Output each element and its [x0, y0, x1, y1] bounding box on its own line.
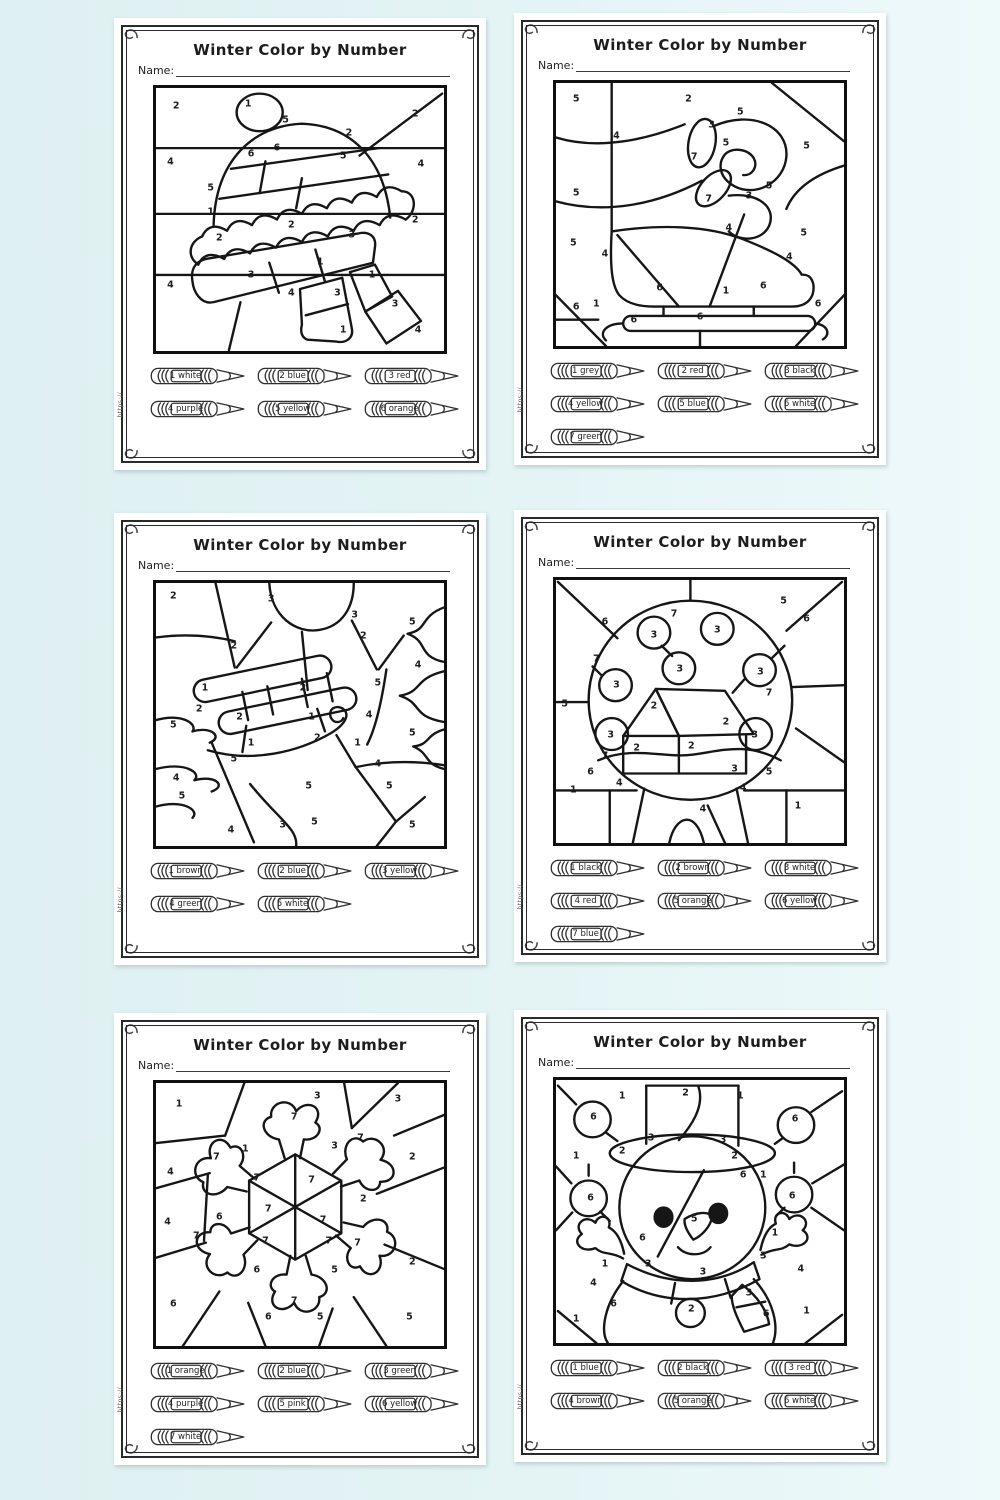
crayon-4-green — [148, 891, 251, 917]
crayon-4-brown — [548, 1388, 651, 1414]
region-number: 6 — [273, 142, 281, 154]
region-number: 4 — [167, 155, 174, 167]
region-number: 3 — [713, 624, 721, 636]
region-number: 1 — [722, 285, 730, 297]
crayon-legend — [148, 858, 456, 917]
crayon-label: 4 purple — [167, 1399, 204, 1409]
region-number: 4 — [785, 250, 793, 262]
crayon-1-black — [548, 855, 651, 881]
crayon-5-yellow — [255, 396, 358, 422]
crayon-label: 3 black — [784, 366, 815, 376]
region-number: 1 — [803, 1305, 810, 1317]
crayon-4-yellow — [548, 391, 651, 417]
crayon-2-blue — [255, 363, 358, 389]
page-title: Winter Color by Number — [593, 1033, 807, 1051]
region-number: 7 — [325, 1235, 333, 1247]
region-number: 7 — [262, 1235, 269, 1247]
region-number: 7 — [308, 1174, 315, 1186]
region-number: 3 — [699, 1266, 707, 1278]
region-number: 7 — [354, 1237, 361, 1249]
region-number: 3 — [719, 1134, 727, 1146]
region-number: 5 — [737, 106, 744, 118]
crayon-label: 5 blue — [679, 399, 706, 409]
region-number: 5 — [409, 616, 416, 628]
region-number: 5 — [311, 816, 318, 828]
crayon-label: 1 black — [570, 863, 601, 873]
region-number: 1 — [601, 1258, 609, 1270]
region-number: 3 — [731, 763, 738, 775]
region-number: 6 — [739, 1168, 747, 1180]
region-number: 7 — [765, 687, 773, 699]
name-label: Name: — [538, 59, 575, 72]
crayon-1-blue — [548, 1355, 651, 1381]
region-number: 6 — [601, 616, 609, 628]
crayon-legend — [148, 363, 456, 422]
region-number: 1 — [569, 784, 577, 796]
coloring-picture-snow-globe[interactable] — [553, 577, 847, 846]
name-label: Name: — [138, 559, 175, 572]
region-number: 6 — [572, 300, 580, 312]
region-number: 3 — [676, 663, 684, 675]
region-number: 4 — [797, 1263, 805, 1275]
region-number: 6 — [265, 1311, 272, 1323]
crayon-label: 7 blue — [572, 929, 599, 939]
region-number: 4 — [601, 248, 609, 260]
region-number: 6 — [587, 766, 594, 778]
region-number: 2 — [409, 1150, 416, 1162]
region-number: 7 — [357, 1132, 364, 1144]
crayon-2-black — [655, 1355, 758, 1381]
crayon-3-black — [762, 358, 865, 384]
region-number: 5 — [409, 819, 416, 831]
crayon-label: 1 orange — [166, 1366, 205, 1376]
coloring-picture-hat-scarf[interactable] — [153, 85, 447, 354]
name-input-line[interactable] — [176, 559, 450, 572]
name-input-line[interactable] — [176, 1059, 450, 1072]
crayon-6-white — [762, 1388, 865, 1414]
region-number: 5 — [722, 137, 730, 149]
region-number: 3 — [745, 1287, 753, 1299]
side-watermark: https:// — [117, 392, 124, 418]
crayon-1-white — [148, 363, 251, 389]
region-number: 5 — [282, 113, 289, 125]
region-number: 6 — [788, 1189, 796, 1201]
region-number: 5 — [374, 677, 382, 689]
region-number: 3 — [391, 297, 399, 309]
region-number: 3 — [708, 119, 715, 131]
region-number: 2 — [230, 640, 238, 652]
region-number: 1 — [175, 1098, 183, 1110]
region-number: 7 — [593, 653, 600, 665]
region-number: 4 — [590, 1276, 597, 1288]
region-number: 7 — [193, 1229, 200, 1241]
page-title: Winter Color by Number — [193, 1036, 407, 1054]
crayon-label: 2 blue — [279, 371, 306, 381]
region-number: 5 — [780, 595, 787, 607]
crayon-7-green — [548, 424, 651, 450]
region-number: 3 — [331, 1140, 338, 1152]
crayon-2-blue — [255, 1358, 358, 1384]
region-number: 6 — [587, 1192, 594, 1204]
region-number: 1 — [368, 268, 376, 280]
region-number: 4 — [288, 287, 295, 299]
crayon-5-blue — [655, 391, 758, 417]
crayon-label: 5 pink — [279, 1399, 306, 1409]
crayon-label: 2 black — [677, 1363, 708, 1373]
name-input-line[interactable] — [576, 1056, 850, 1069]
crayon-5-pink — [255, 1391, 358, 1417]
region-number: 1 — [244, 98, 252, 110]
region-number: 7 — [290, 1295, 298, 1307]
worksheet-page-snowman — [514, 1010, 886, 1462]
region-number: 7 — [290, 1111, 298, 1123]
region-number: 2 — [360, 629, 367, 641]
crayon-label: 1 white — [169, 371, 202, 381]
region-number: 6 — [696, 311, 704, 323]
region-number: 1 — [316, 255, 324, 267]
region-number: 3 — [313, 1090, 321, 1102]
crayon-label: 6 yellow — [781, 896, 818, 906]
region-number: 6 — [610, 1297, 617, 1309]
region-number: 1 — [354, 737, 361, 749]
crayon-label: 4 purple — [167, 404, 204, 414]
crayon-label: 2 red — [681, 366, 704, 376]
crayon-label: 3 red — [788, 1363, 811, 1373]
coloring-picture-snowflake[interactable] — [153, 1080, 447, 1349]
region-number: 7 — [265, 1203, 272, 1215]
crayon-2-blue — [255, 858, 358, 884]
crayon-label: 6 white — [783, 399, 816, 409]
region-number: 1 — [771, 1226, 779, 1238]
region-number: 1 — [339, 324, 347, 336]
page-title: Winter Color by Number — [193, 536, 407, 554]
region-number: 2 — [682, 1087, 689, 1099]
region-number: 3 — [644, 1258, 652, 1270]
region-number: 6 — [630, 313, 638, 325]
region-number: 2 — [360, 1192, 367, 1204]
region-number: 1 — [572, 1150, 580, 1162]
region-number: 3 — [745, 190, 753, 202]
region-number: 1 — [207, 205, 215, 217]
worksheet-page-snowflake — [114, 1013, 486, 1465]
region-number: 5 — [385, 779, 393, 791]
crayon-6-yellow — [362, 1391, 465, 1417]
region-number: 7 — [319, 1214, 327, 1225]
region-number: 6 — [814, 298, 822, 310]
crayon-label: 2 blue — [279, 1366, 306, 1376]
region-number: 6 — [216, 1211, 223, 1223]
crayon-label: 7 green — [569, 432, 602, 442]
region-number: 2 — [411, 213, 419, 225]
region-number: 1 — [618, 1090, 626, 1102]
region-number: 2 — [722, 716, 730, 728]
crayon-7-blue — [548, 921, 651, 947]
region-number: 1 — [760, 1168, 767, 1180]
crayon-3-yellow — [362, 858, 465, 884]
region-number: 2 — [685, 93, 692, 105]
crayon-3-white — [762, 855, 865, 881]
region-number: 2 — [195, 703, 203, 715]
region-number: 1 — [241, 1143, 249, 1154]
crayon-label: 6 orange — [380, 404, 419, 414]
crayon-label: 1 brown — [168, 866, 203, 876]
region-number: 3 — [760, 1250, 767, 1262]
region-number: 1 — [572, 1313, 580, 1325]
region-number: 6 — [760, 279, 767, 291]
region-number: 5 — [305, 779, 312, 791]
crayon-label: 5 orange — [673, 896, 712, 906]
crayon-5-white — [255, 891, 358, 917]
crayon-label: 7 white — [169, 1432, 202, 1442]
region-number: 2 — [288, 219, 295, 230]
crayon-4-purple — [148, 1391, 251, 1417]
crayon-label: 4 yellow — [567, 399, 604, 409]
region-number: 4 — [164, 1216, 171, 1228]
region-number: 4 — [414, 658, 422, 670]
region-number: 1 — [593, 298, 600, 310]
region-number: 4 — [227, 824, 235, 836]
region-number: 3 — [650, 629, 658, 641]
region-number: 5 — [169, 719, 177, 731]
region-number: 2 — [731, 1150, 738, 1162]
coloring-picture-ice-skate[interactable] — [553, 80, 847, 349]
crayon-label: 6 white — [783, 1396, 816, 1406]
page-title: Winter Color by Number — [593, 36, 807, 54]
region-number: 7 — [705, 192, 712, 204]
crayon-2-brown — [655, 855, 758, 881]
page-title: Winter Color by Number — [593, 533, 807, 551]
region-number: 1 — [794, 800, 802, 812]
side-watermark: https:// — [117, 887, 124, 913]
region-number: 4 — [172, 771, 180, 783]
region-number: 1 — [737, 1090, 744, 1102]
region-number: 4 — [725, 221, 733, 233]
region-number: 3 — [757, 666, 764, 678]
crayon-legend — [548, 1355, 856, 1414]
region-number: 4 — [365, 708, 373, 720]
region-number: 5 — [339, 150, 347, 162]
crayon-label: 3 white — [783, 863, 816, 873]
region-number: 6 — [247, 148, 255, 159]
region-number: 6 — [253, 1263, 261, 1275]
region-number: 3 — [279, 819, 287, 831]
region-number: 2 — [236, 711, 243, 723]
crayon-6-white — [762, 391, 865, 417]
region-number: 3 — [613, 679, 620, 691]
crayon-label: 3 yellow — [381, 866, 418, 876]
region-number: 6 — [169, 1298, 177, 1310]
crayon-6-yellow — [762, 888, 865, 914]
coloring-picture-snowman[interactable] — [553, 1077, 847, 1346]
crayon-label: 5 yellow — [274, 404, 311, 414]
region-number: 3 — [351, 608, 359, 620]
crayon-6-orange — [362, 396, 465, 422]
crayon-7-white — [148, 1424, 251, 1450]
region-number: 7 — [213, 1150, 220, 1162]
region-number: 7 — [670, 608, 678, 620]
name-label: Name: — [138, 1059, 175, 1072]
region-number: 5 — [230, 753, 238, 765]
crayon-4-purple — [148, 396, 251, 422]
name-label: Name: — [138, 64, 175, 77]
region-number: 6 — [590, 1111, 597, 1123]
coloring-picture-sled[interactable] — [153, 580, 447, 849]
region-number: 2 — [169, 590, 177, 602]
region-number: 3 — [348, 229, 356, 241]
region-number: 2 — [411, 108, 419, 120]
crayon-legend — [548, 855, 856, 947]
crayon-1-brown — [148, 858, 251, 884]
region-number: 2 — [688, 1303, 695, 1315]
region-number: 6 — [803, 613, 810, 625]
worksheet-page-snow-globe — [514, 510, 886, 962]
region-number: 2 — [409, 1256, 416, 1268]
crayon-label: 1 blue — [572, 1363, 599, 1373]
region-number: 4 — [699, 803, 707, 815]
region-number: 3 — [607, 729, 615, 741]
crayon-3-red — [762, 1355, 865, 1381]
region-number: 3 — [647, 1132, 655, 1144]
name-input-line[interactable] — [576, 59, 850, 72]
region-number: 2 — [633, 742, 640, 754]
region-number: 2 — [313, 732, 321, 744]
crayon-3-red — [362, 363, 465, 389]
worksheet-page-sled — [114, 513, 486, 965]
crayon-label: 4 red — [574, 896, 597, 906]
region-number: 5 — [803, 140, 810, 152]
region-number: 5 — [765, 766, 773, 778]
side-watermark: https:// — [517, 1384, 524, 1410]
region-number: 3 — [267, 593, 275, 605]
region-number: 4 — [167, 1166, 174, 1178]
region-number: 5 — [690, 1213, 698, 1225]
crayon-label: 4 brown — [568, 1396, 603, 1406]
worksheet-page-ice-skate — [514, 13, 886, 465]
crayon-label: 4 green — [169, 899, 202, 909]
region-number: 5 — [178, 790, 186, 802]
side-watermark: https:// — [517, 387, 524, 413]
region-number: 1 — [308, 711, 315, 723]
crayon-label: 2 blue — [279, 866, 306, 876]
region-number: 2 — [172, 100, 180, 112]
crayon-label: 1 grey — [572, 366, 600, 376]
crayon-2-red — [655, 358, 758, 384]
region-number: 5 — [572, 93, 580, 105]
region-number: 5 — [800, 227, 807, 239]
crayon-5-orange — [655, 1388, 758, 1414]
crayon-1-orange — [148, 1358, 251, 1384]
region-number: 4 — [167, 279, 174, 291]
region-number: 3 — [751, 729, 759, 741]
crayon-3-green — [362, 1358, 465, 1384]
crayon-label: 3 red — [388, 371, 411, 381]
region-number: 4 — [417, 158, 425, 170]
region-number: 2 — [299, 682, 307, 694]
region-number: 6 — [762, 1308, 770, 1320]
region-number: 3 — [247, 268, 255, 280]
region-number: 3 — [334, 287, 341, 299]
name-label: Name: — [538, 1056, 575, 1069]
region-number: 4 — [616, 776, 623, 788]
region-number: 2 — [216, 232, 223, 244]
region-number: 4 — [414, 324, 422, 336]
crayon-label: 6 yellow — [381, 1399, 418, 1409]
crayon-label: 3 green — [383, 1366, 416, 1376]
region-number: 6 — [656, 282, 663, 294]
region-number: 5 — [561, 697, 568, 709]
region-number: 2 — [688, 739, 695, 751]
name-input-line[interactable] — [176, 64, 450, 77]
region-number: 7 — [690, 150, 698, 162]
name-input-line[interactable] — [576, 556, 850, 569]
region-number: 5 — [765, 179, 773, 191]
region-number: 3 — [394, 1093, 402, 1105]
region-number: 2 — [618, 1145, 626, 1157]
region-number: 5 — [331, 1263, 338, 1275]
region-number: 2 — [345, 126, 353, 138]
page-title: Winter Color by Number — [193, 41, 407, 59]
crayon-label: 5 orange — [673, 1396, 712, 1406]
crayon-label: 2 brown — [675, 863, 710, 873]
region-number: 5 — [316, 1311, 324, 1323]
region-number: 1 — [201, 682, 209, 694]
region-number: 7 — [253, 1171, 261, 1183]
region-number: 4 — [374, 758, 382, 770]
region-number: 4 — [739, 782, 747, 794]
region-number: 1 — [247, 737, 255, 749]
worksheet-page-hat-scarf — [114, 18, 486, 470]
region-number: 2 — [650, 700, 658, 712]
crayon-5-orange — [655, 888, 758, 914]
side-watermark: https:// — [517, 884, 524, 910]
crayon-1-grey — [548, 358, 651, 384]
name-label: Name: — [538, 556, 575, 569]
region-number: 5 — [406, 1311, 413, 1323]
region-number: 4 — [613, 129, 620, 141]
crayon-legend — [148, 1358, 456, 1450]
crayon-legend — [548, 358, 856, 450]
region-number: 7 — [601, 750, 609, 762]
crayon-label: 5 white — [276, 899, 309, 909]
region-number: 5 — [572, 187, 580, 199]
region-number: 6 — [791, 1113, 799, 1125]
region-number: 6 — [639, 1232, 646, 1244]
region-number: 5 — [207, 182, 215, 194]
region-number: 5 — [409, 727, 416, 739]
crayon-4-red — [548, 888, 651, 914]
region-number: 5 — [569, 237, 577, 249]
side-watermark: https:// — [117, 1387, 124, 1413]
